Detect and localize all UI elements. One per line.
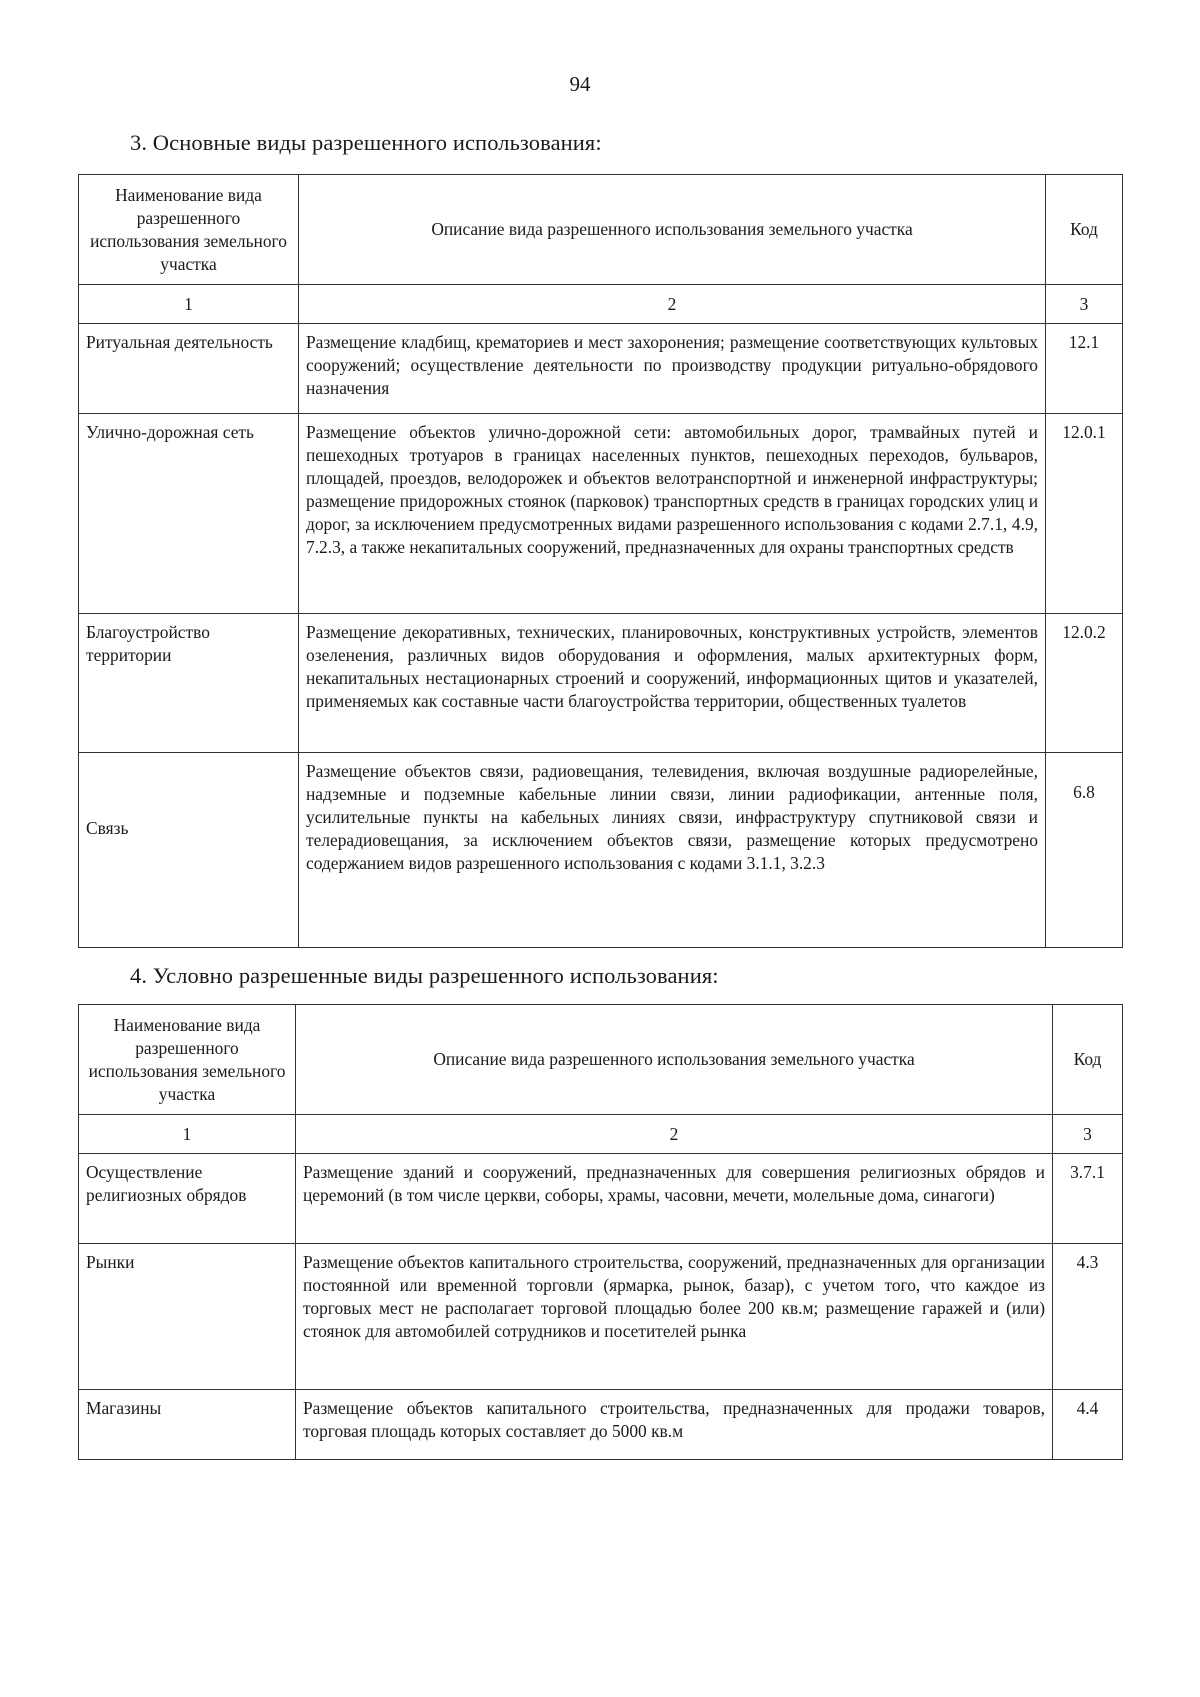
header-description-cell: Описание вида разрешенного использования земельного участка — [296, 1005, 1053, 1115]
use-name: Связь — [79, 753, 299, 948]
column-number: 3 — [1046, 285, 1123, 324]
table-row — [79, 324, 1123, 414]
use-name: Магазины — [79, 1390, 296, 1460]
header-name-cell: Наименование вида разрешенного использования земельного участка — [79, 1005, 296, 1115]
section-3-title: 3. Основные виды разрешенного использования: — [130, 130, 602, 155]
table-row — [79, 414, 1123, 614]
use-description: Размещение зданий и сооружений, предназначенных для совершения религиозных обрядов и церемоний (в том числе церкви, соборы, храмы, часовни, мечети, молельные дома, синагоги) — [296, 1154, 1053, 1244]
use-code: 4.3 — [1053, 1244, 1123, 1390]
use-code: 12.1 — [1046, 324, 1123, 414]
use-name: Благоустройство территории — [79, 614, 299, 753]
table-row — [79, 1390, 1123, 1460]
use-name: Ритуальная деятельность — [79, 324, 299, 414]
conditional-uses-table — [78, 1004, 1123, 1460]
use-description: Размещение декоративных, технических, планировочных, конструктивных устройств, элементов озеленения, различных видов оборудования и оформления, малых архитектурных форм, некапитальных нестационарных строений и сооружений, информационных щитов и указателей, применяемых как составные части благоустройства территории, общественных туалетов — [299, 614, 1046, 753]
main-uses-table — [78, 174, 1123, 948]
table-row — [79, 753, 1123, 948]
column-number: 2 — [299, 285, 1046, 324]
column-number: 2 — [296, 1115, 1053, 1154]
use-code: 12.0.2 — [1046, 614, 1123, 753]
use-description: Размещение объектов улично-дорожной сети: автомобильных дорог, трамвайных путей и пешеходных тротуаров в границах населенных пунктов, пешеходных переходов, бульваров, площадей, проездов, велодорожек и объектов велотранспортной и инженерной инфраструктуры; размещение придорожных стоянок (парковок) транспортных средств в границах городских улиц и дорог, за исключением предусмотренных видами разрешенного использования с кодами 2.7.1, 4.9, 7.2.3, а также некапитальных сооружений, предназначенных для охраны транспортных средств — [299, 414, 1046, 614]
table-row — [79, 614, 1123, 753]
use-description: Размещение объектов капитального строительства, сооружений, предназначенных для организации постоянной или временной торговли (ярмарка, рынок, базар), с учетом того, что каждое из торговых мест не располагает торговой площадью более 200 кв.м; размещение гаражей и (или) стоянок для автомобилей сотрудников и посетителей рынка — [296, 1244, 1053, 1390]
use-description: Размещение кладбищ, крематориев и мест захоронения; размещение соответствующих культовых сооружений; осуществление деятельности по производству продукции ритуально-обрядового назначения — [299, 324, 1046, 414]
header-description-cell: Описание вида разрешенного использования земельного участка — [299, 175, 1046, 285]
section-4-title: 4. Условно разрешенные виды разрешенного использования: — [130, 963, 719, 988]
use-name: Рынки — [79, 1244, 296, 1390]
table-row — [79, 1244, 1123, 1390]
table-header-row — [79, 1005, 1123, 1115]
use-name: Осуществление религиозных обрядов — [79, 1154, 296, 1244]
table-row — [79, 1154, 1123, 1244]
use-code: 3.7.1 — [1053, 1154, 1123, 1244]
header-name-cell: Наименование вида разрешенного использования земельного участка — [79, 175, 299, 285]
header-code-cell: Код — [1053, 1005, 1123, 1115]
use-code: 6.8 — [1046, 753, 1123, 948]
table-header-row — [79, 175, 1123, 285]
use-name: Улично-дорожная сеть — [79, 414, 299, 614]
column-number: 1 — [79, 1115, 296, 1154]
column-number-row — [79, 1115, 1123, 1154]
use-description: Размещение объектов связи, радиовещания, телевидения, включая воздушные радиорелейные, надземные и подземные кабельные линии связи, линии радиофикации, антенные поля, усилительные пункты на кабельных линиях связи, инфраструктуру спутниковой связи и телерадиовещания, за исключением объектов связи, размещение которых предусмотрено содержанием видов разрешенного использования с кодами 3.1.1, 3.2.3 — [299, 753, 1046, 948]
column-number: 3 — [1053, 1115, 1123, 1154]
column-number-row — [79, 285, 1123, 324]
use-code: 12.0.1 — [1046, 414, 1123, 614]
page-number: 94 — [569, 72, 591, 96]
column-number: 1 — [79, 285, 299, 324]
use-description: Размещение объектов капитального строительства, предназначенных для продажи товаров, торговая площадь которых составляет до 5000 кв.м — [296, 1390, 1053, 1460]
header-code-cell: Код — [1046, 175, 1123, 285]
use-code: 4.4 — [1053, 1390, 1123, 1460]
